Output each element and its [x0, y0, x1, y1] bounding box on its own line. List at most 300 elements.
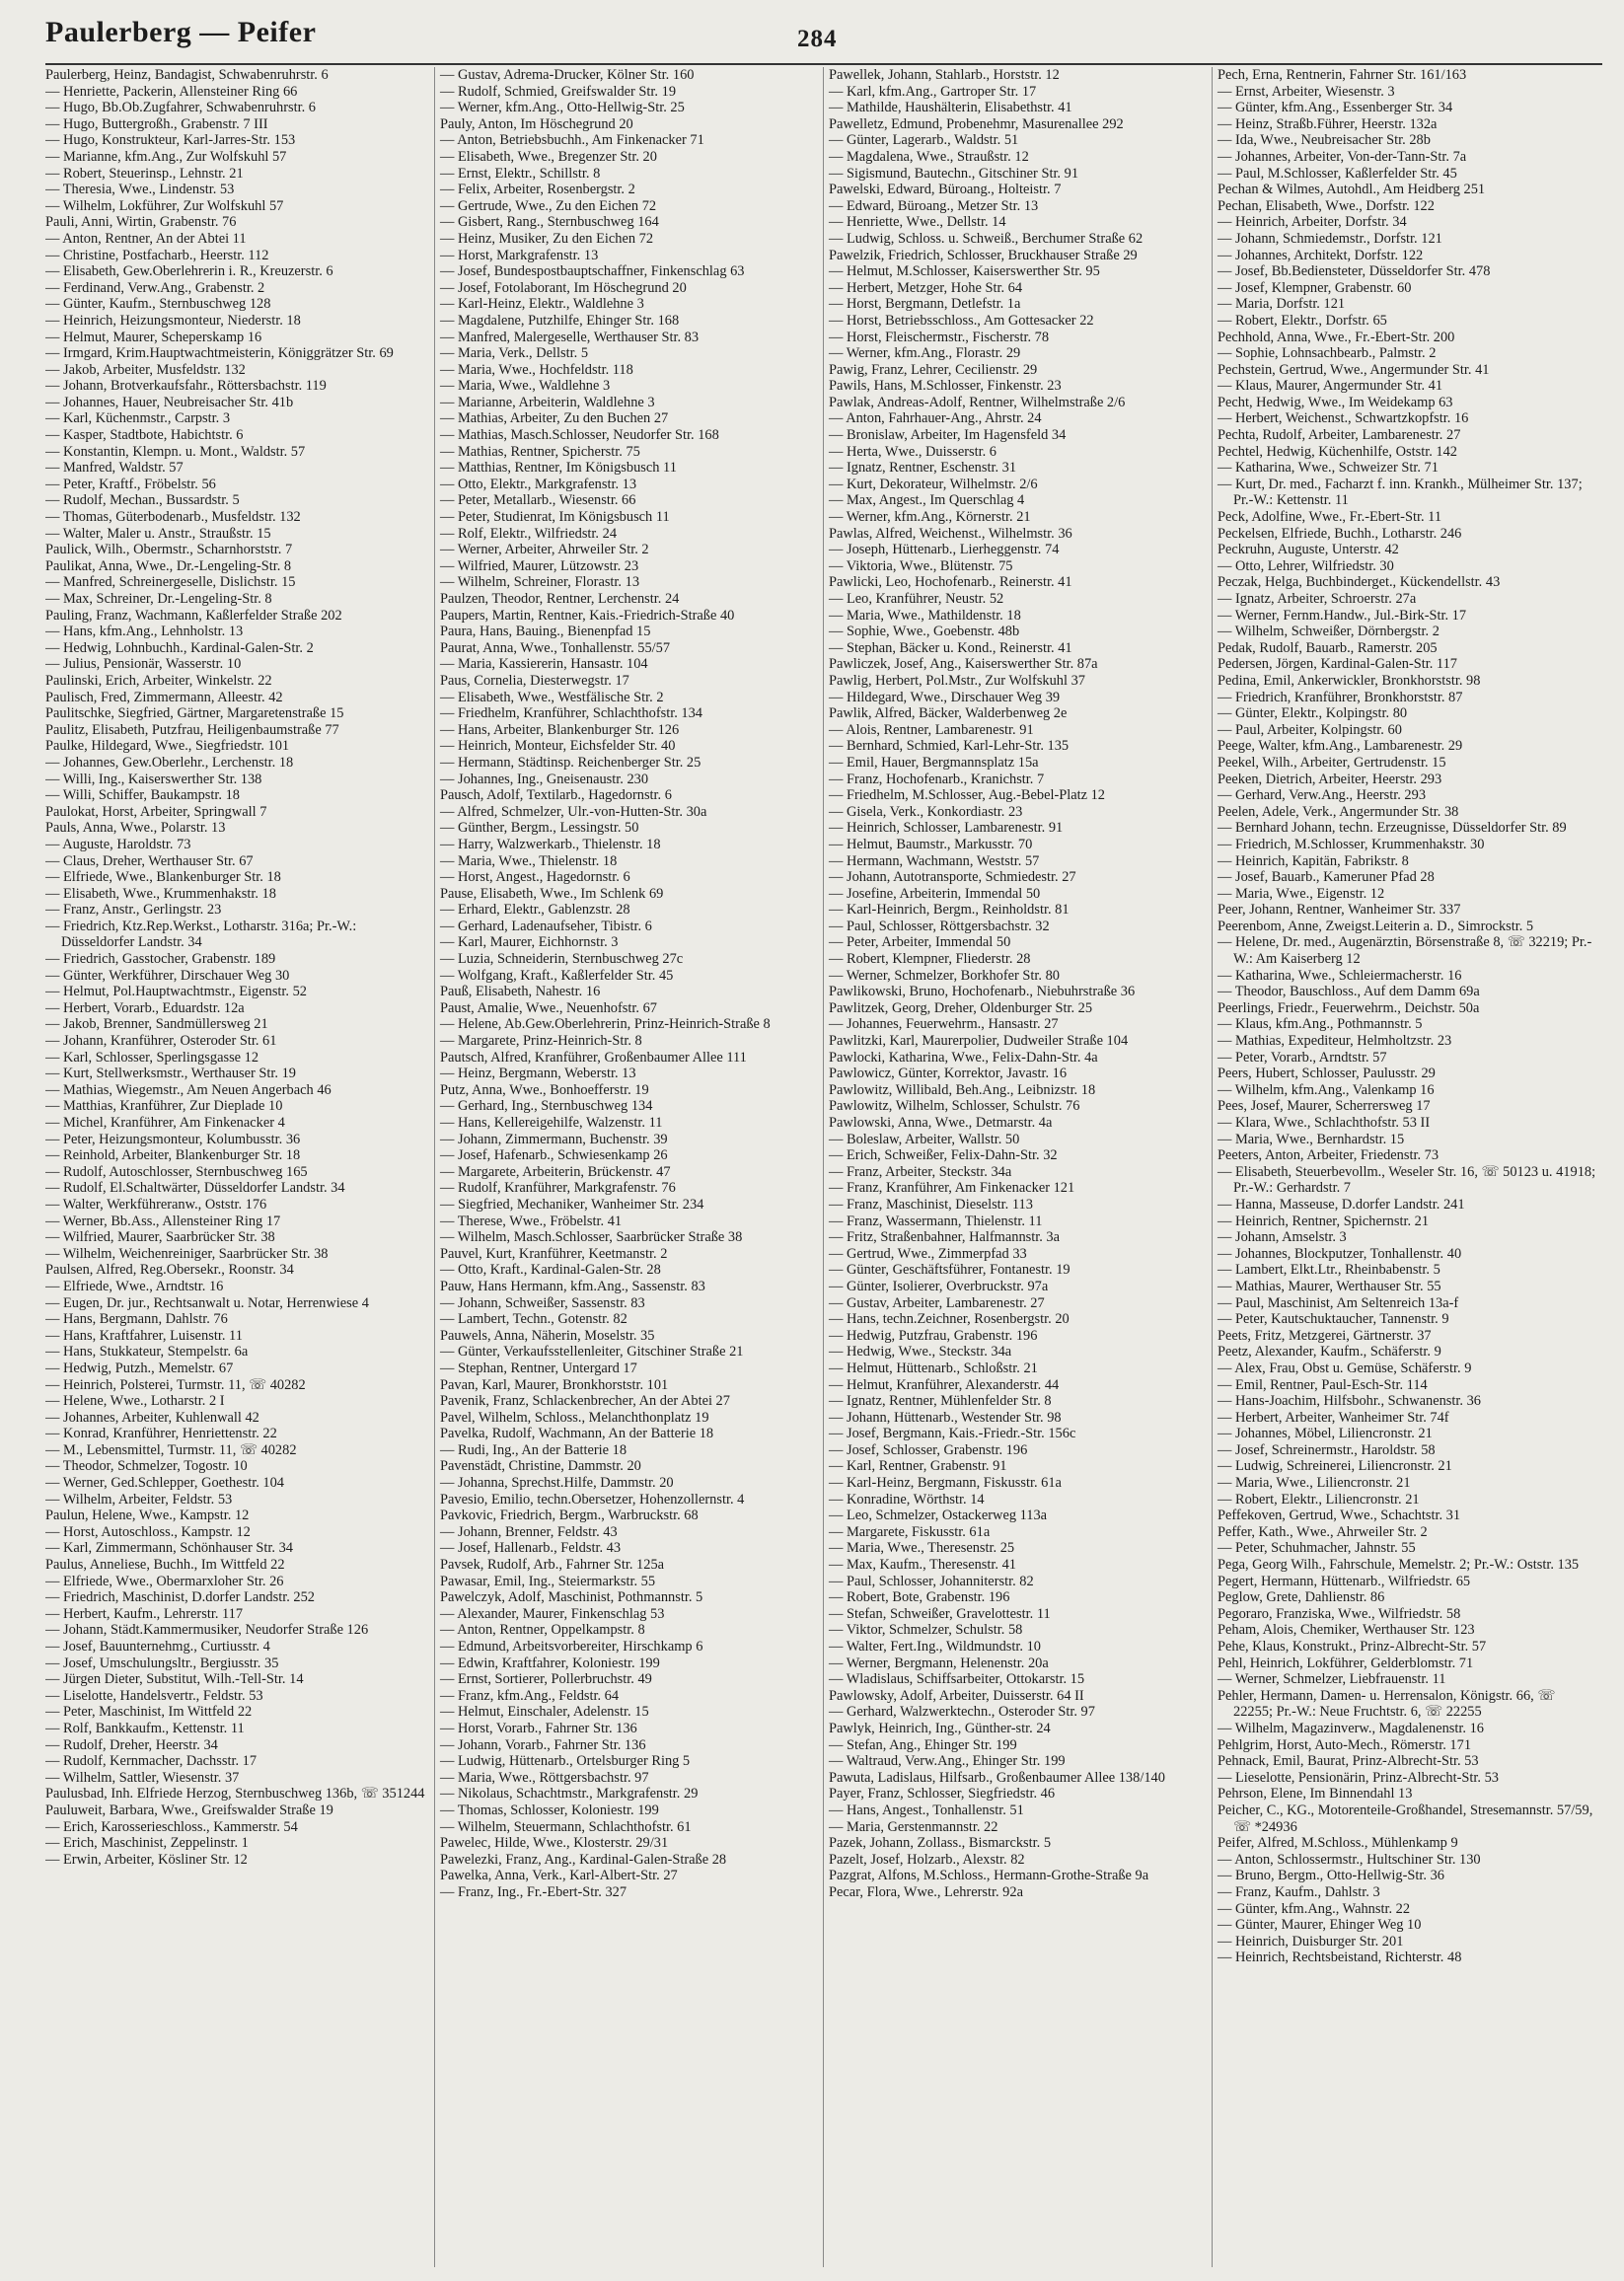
directory-entry: Peckruhn, Auguste, Unterstr. 42	[1218, 542, 1399, 558]
directory-entry: — Stefan, Ang., Ehinger Str. 199	[829, 1736, 1017, 1753]
directory-entry: — Wilhelm, kfm.Ang., Valenkamp 16	[1218, 1081, 1435, 1098]
directory-entry: Peers, Hubert, Schlosser, Paulusstr. 29	[1218, 1066, 1436, 1082]
directory-entry: — Michel, Kranführer, Am Finkenacker 4	[45, 1115, 285, 1131]
directory-entry: Paulinski, Erich, Arbeiter, Winkelstr. 22	[45, 672, 272, 689]
directory-entry: — Mathilde, Haushälterin, Elisabethstr. 41	[829, 100, 1072, 116]
directory-entry: — Ludwig, Schreinerei, Liliencronstr. 21	[1218, 1458, 1452, 1475]
directory-entry: — Johannes, Architekt, Dorfstr. 122	[1218, 247, 1424, 263]
directory-entry: — Bruno, Bergm., Otto-Hellwig-Str. 36	[1218, 1868, 1444, 1884]
directory-entry: Peekel, Wilh., Arbeiter, Gertrudenstr. 15	[1218, 754, 1446, 771]
directory-entry: Pawlowsky, Adolf, Arbeiter, Duisserstr. 64 II	[829, 1687, 1084, 1704]
directory-entry: — Johann, Schmiedemstr., Dorfstr. 121	[1218, 230, 1442, 247]
directory-entry: — Wilfried, Maurer, Lützowstr. 23	[440, 557, 639, 574]
directory-entry: — Horst, Bergmann, Detlefstr. 1a	[829, 296, 1021, 313]
directory-entry: Pech, Erna, Rentnerin, Fahrner Str. 161/163	[1218, 67, 1467, 83]
directory-entry: — Erich, Schweißer, Felix-Dahn-Str. 32	[829, 1147, 1058, 1164]
directory-entry: — Werner, Bergmann, Helenenstr. 20a	[829, 1655, 1049, 1671]
directory-entry: — Werner, Arbeiter, Ahrweiler Str. 2	[440, 542, 649, 558]
directory-entry: — Horst, Betriebsschloss., Am Gottesacker 22	[829, 312, 1094, 329]
directory-entry: Pehrson, Elene, Im Binnendahl 13	[1218, 1786, 1413, 1803]
directory-entry: Pauw, Hans Hermann, kfm.Ang., Sassenstr. 83	[440, 1278, 705, 1294]
directory-entry: Paulerberg, Heinz, Bandagist, Schwabenruhrstr. 6	[45, 67, 329, 83]
directory-entry: Peege, Walter, kfm.Ang., Lambarenestr. 29	[1218, 738, 1463, 755]
directory-entry: Paust, Amalie, Wwe., Neuenhofstr. 67	[440, 999, 657, 1016]
directory-entry: — Elfriede, Wwe., Blankenburger Str. 18	[45, 869, 281, 886]
directory-entry: — Klaus, Maurer, Angermunder Str. 41	[1218, 378, 1443, 395]
directory-entry: — Peter, Maschinist, Im Wittfeld 22	[45, 1704, 253, 1721]
directory-entry: — Maria, Wwe., Thielenstr. 18	[440, 852, 618, 869]
directory-entry: — Peter, Kautschuktaucher, Tannenstr. 9	[1218, 1311, 1449, 1328]
directory-entry: — Hans, Bergmann, Dahlstr. 76	[45, 1311, 228, 1328]
directory-entry: — Karl, Maurer, Eichhornstr. 3	[440, 934, 619, 951]
directory-entry: Pawelzik, Friedrich, Schlosser, Bruckhauser Straße 29	[829, 247, 1138, 263]
directory-entry: — Magdalena, Wwe., Straußstr. 12	[829, 148, 1029, 165]
directory-entry: — Walter, Fert.Ing., Wildmundstr. 10	[829, 1639, 1041, 1655]
directory-entry: — Horst, Markgrafenstr. 13	[440, 247, 599, 263]
directory-entry: — Hans-Joachim, Hilfsbohr., Schwanenstr. 36	[1218, 1393, 1481, 1410]
directory-entry: Payer, Franz, Schlosser, Siegfriedstr. 46	[829, 1786, 1056, 1803]
directory-entry: — Christine, Postfacharb., Heerstr. 112	[45, 247, 269, 263]
directory-entry: — Johannes, Blockputzer, Tonhallenstr. 40	[1218, 1245, 1462, 1262]
directory-entry: — Johannes, Ing., Gneisenaustr. 230	[440, 771, 649, 787]
directory-entry: — Lieselotte, Pensionärin, Prinz-Albrecht-Str. 53	[1218, 1769, 1499, 1786]
directory-entry: — Peter, Metallarb., Wiesenstr. 66	[440, 492, 636, 509]
directory-entry: — Heinz, Bergmann, Weberstr. 13	[440, 1066, 636, 1082]
directory-entry: — Karl, Schlosser, Sperlingsgasse 12	[45, 1049, 259, 1066]
directory-entry: — Friedrich, Ktz.Rep.Werkst., Lotharstr. 316a; Pr.-W.: Düsseldorfer Landstr. 34	[45, 918, 357, 951]
directory-entry: — Rudi, Ing., An der Batterie 18	[440, 1441, 627, 1458]
directory-entry: Paulitz, Elisabeth, Putzfrau, Heiligenbaumstraße 77	[45, 721, 339, 738]
directory-entry: — Otto, Kraft., Kardinal-Galen-Str. 28	[440, 1262, 661, 1279]
directory-entry: — Johannes, Hauer, Neubreisacher Str. 41b	[45, 394, 294, 410]
directory-entry: — Leo, Schmelzer, Ostackerweg 113a	[829, 1508, 1048, 1524]
directory-entry: — Horst, Autoschloss., Kampstr. 12	[45, 1523, 251, 1540]
directory-entry: Pawlikowski, Bruno, Hochofenarb., Niebuhrstraße 36	[829, 984, 1136, 1000]
directory-entry: — Hermann, Wachmann, Weststr. 57	[829, 852, 1040, 869]
directory-entry: — Robert, Elektr., Liliencronstr. 21	[1218, 1491, 1420, 1508]
directory-entry: — Boleslaw, Arbeiter, Wallstr. 50	[829, 1131, 1020, 1147]
directory-entry: — Günter, Verkaufsstellenleiter, Gitschiner Straße 21	[440, 1344, 744, 1361]
directory-entry: — Elisabeth, Wwe., Westfälische Str. 2	[440, 689, 664, 705]
directory-entry: — Margarete, Fiskusstr. 61a	[829, 1523, 991, 1540]
directory-entry: — Theodor, Schmelzer, Togostr. 10	[45, 1458, 248, 1475]
directory-entry: Pawasar, Emil, Ing., Steiermarkstr. 55	[440, 1573, 656, 1589]
directory-entry: Pechta, Rudolf, Arbeiter, Lambarenestr. 27	[1218, 427, 1461, 444]
directory-entry: — Alois, Rentner, Lambarenestr. 91	[829, 721, 1034, 738]
directory-entry: — Heinrich, Rechtsbeistand, Richterstr. 48	[1218, 1950, 1462, 1966]
directory-entry: Paulsen, Alfred, Reg.Obersekr., Roonstr. 34	[45, 1262, 294, 1279]
directory-entry: Pegert, Hermann, Hüttenarb., Wilfriedstr. 65	[1218, 1573, 1471, 1589]
directory-entry: — Helmut, Baumstr., Markusstr. 70	[829, 836, 1033, 852]
directory-entry: Pedersen, Jörgen, Kardinal-Galen-Str. 117	[1218, 656, 1457, 673]
directory-entry: — Walter, Werkführeranw., Oststr. 176	[45, 1196, 267, 1213]
directory-entry: — Jakob, Brenner, Sandmüllersweg 21	[45, 1016, 268, 1033]
directory-entry: — Manfred, Schreinergeselle, Dislichstr. 15	[45, 574, 296, 591]
directory-entry: — Max, Schreiner, Dr.-Lengeling-Str. 8	[45, 591, 272, 607]
directory-entry: — Horst, Angest., Hagedornstr. 6	[440, 869, 630, 886]
directory-entry: — Paul, Arbeiter, Kolpingstr. 60	[1218, 721, 1402, 738]
directory-entry: — Helmut, Einschaler, Adelenstr. 15	[440, 1704, 649, 1721]
directory-entry: — Margarete, Arbeiterin, Brückenstr. 47	[440, 1163, 671, 1180]
directory-entry: — Reinhold, Arbeiter, Blankenburger Str. 18	[45, 1147, 301, 1164]
directory-entry: — Wilhelm, Schweißer, Dörnbergstr. 2	[1218, 624, 1439, 640]
directory-entry: Pawlig, Herbert, Pol.Mstr., Zur Wolfskuhl 37	[829, 672, 1085, 689]
directory-entry: Pawlowitz, Willibald, Beh.Ang., Leibnizstr. 18	[829, 1081, 1096, 1098]
directory-entry: Peicher, C., KG., Motorenteile-Großhandel, Stresemannstr. 57/59, ☏ *24936	[1218, 1802, 1593, 1835]
directory-entry: — Anton, Fahrhauer-Ang., Ahrstr. 24	[829, 410, 1042, 427]
directory-entry: — Stephan, Rentner, Untergard 17	[440, 1360, 637, 1376]
column-1	[45, 67, 434, 2267]
directory-entry: — Magdalene, Putzhilfe, Ehinger Str. 168	[440, 312, 680, 329]
directory-entry: — Bernhard Johann, techn. Erzeugnisse, Düsseldorfer Str. 89	[1218, 820, 1567, 837]
directory-entry: — Günter, Geschäftsführer, Fontanestr. 19	[829, 1262, 1070, 1279]
directory-entry: — Irmgard, Krim.Hauptwachtmeisterin, Königgrätzer Str. 69	[45, 345, 394, 362]
directory-entry: Peck, Adolfine, Wwe., Fr.-Ebert-Str. 11	[1218, 509, 1442, 526]
directory-entry: — Rudolf, Kernmacher, Dachsstr. 17	[45, 1753, 258, 1770]
directory-entry: — Rudolf, Dreher, Heerstr. 34	[45, 1736, 218, 1753]
directory-entry: — Eugen, Dr. jur., Rechtsanwalt u. Notar, Herrenwiese 4	[45, 1294, 369, 1311]
directory-entry: Pechan, Elisabeth, Wwe., Dorfstr. 122	[1218, 197, 1435, 214]
directory-entry: — Wilhelm, Magazinverw., Magdalenenstr. 16	[1218, 1720, 1484, 1736]
directory-entry: — Max, Angest., Im Querschlag 4	[829, 492, 1025, 509]
directory-entry: — Katharina, Wwe., Schweizer Str. 71	[1218, 460, 1439, 477]
directory-entry: — Johann, Brenner, Feldstr. 43	[440, 1523, 618, 1540]
directory-entry: — Peter, Arbeiter, Immendal 50	[829, 934, 1011, 951]
directory-entry: — Karl, Zimmermann, Schönhauser Str. 34	[45, 1540, 293, 1557]
directory-entry: — Karl, kfm.Ang., Gartroper Str. 17	[829, 83, 1037, 100]
directory-entry: — Rudolf, Mechan., Bussardstr. 5	[45, 492, 240, 509]
directory-entry: Pawlicki, Leo, Hochofenarb., Reinerstr. 41	[829, 574, 1072, 591]
directory-entry: Pechhold, Anna, Wwe., Fr.-Ebert-Str. 200	[1218, 329, 1455, 345]
directory-entry: — Heinrich, Polsterei, Turmstr. 11, ☏ 40282	[45, 1376, 306, 1393]
directory-entry: — Ludwig, Schloss. u. Schweiß., Berchumer Straße 62	[829, 230, 1144, 247]
directory-entry: — Gerhard, Ing., Sternbuschweg 134	[440, 1098, 653, 1115]
directory-entry: — Johann, Städt.Kammermusiker, Neudorfer Straße 126	[45, 1622, 369, 1639]
directory-entry: Paulikat, Anna, Wwe., Dr.-Lengeling-Str. 8	[45, 557, 292, 574]
page-header	[45, 12, 1602, 67]
directory-entry: — Herta, Wwe., Duisserstr. 6	[829, 443, 997, 460]
directory-entry: — Hans, techn.Zeichner, Rosenbergstr. 20	[829, 1311, 1070, 1328]
directory-entry: — Johann, Autotransporte, Schmiedestr. 27	[829, 869, 1076, 886]
directory-entry: — Josef, Fotolaborant, Im Höschegrund 20	[440, 279, 687, 296]
directory-entry: Pawlitzki, Karl, Maurerpolier, Dudweiler Straße 104	[829, 1033, 1129, 1050]
directory-entry: — Franz, Anstr., Gerlingstr. 23	[45, 902, 222, 919]
directory-entry: Pazgrat, Alfons, M.Schloss., Hermann-Grothe-Straße 9a	[829, 1868, 1149, 1884]
directory-entry: — Peter, Heizungsmonteur, Kolumbusstr. 36	[45, 1131, 301, 1147]
directory-entry: — Franz, Kranführer, Am Finkenacker 121	[829, 1180, 1075, 1197]
directory-entry: Paulusbad, Inh. Elfriede Herzog, Sternbuschweg 136b, ☏ 351244	[45, 1786, 425, 1803]
directory-entry: — Mathias, Expediteur, Helmholtzstr. 23	[1218, 1033, 1452, 1050]
directory-entry: — Rudolf, Schmied, Greifswalder Str. 19	[440, 83, 677, 100]
directory-entry: — Ida, Wwe., Neubreisacher Str. 28b	[1218, 132, 1431, 149]
directory-entry: Peglow, Grete, Dahlienstr. 86	[1218, 1589, 1385, 1606]
directory-entry: — Sophie, Lohnsachbearb., Palmstr. 2	[1218, 345, 1437, 362]
column-2	[434, 67, 823, 2267]
directory-entry: — Kasper, Stadtbote, Habichtstr. 6	[45, 427, 244, 444]
directory-entry: — Manfred, Malergeselle, Werthauser Str. 83	[440, 329, 700, 345]
directory-entry: — Wilhelm, Schreiner, Florastr. 13	[440, 574, 640, 591]
directory-entry: — Hedwig, Wwe., Steckstr. 34a	[829, 1344, 1012, 1361]
directory-entry: — Alfred, Schmelzer, Ulr.-von-Hutten-Str. 30a	[440, 803, 707, 820]
directory-entry: — Friedrich, Gasstocher, Grabenstr. 189	[45, 951, 276, 968]
directory-entry: — Henriette, Packerin, Allensteiner Ring 66	[45, 83, 298, 100]
directory-entry: — Edward, Büroang., Metzer Str. 13	[829, 197, 1039, 214]
directory-entry: Pawlas, Alfred, Weichenst., Wilhelmstr. 36	[829, 525, 1072, 542]
directory-entry: — Gisela, Verk., Konkordiastr. 23	[829, 803, 1023, 820]
directory-entry: — Maria, Wwe., Waldlehne 3	[440, 378, 611, 395]
directory-entry: — Elisabeth, Steuerbevollm., Weseler Str. 16, ☏ 50123 u. 41918; Pr.-W.: Gerhardstr. 7	[1218, 1163, 1596, 1197]
directory-entry: — Friedrich, Kranführer, Bronkhorststr. 87	[1218, 689, 1463, 705]
directory-entry: — Karl-Heinz, Elektr., Waldlehne 3	[440, 296, 644, 313]
directory-entry: — Werner, Schmelzer, Liebfrauenstr. 11	[1218, 1671, 1446, 1688]
directory-entry: — Karl, Küchenmstr., Carpstr. 3	[45, 410, 231, 427]
directory-entry: Pazek, Johann, Zollass., Bismarckstr. 5	[829, 1835, 1052, 1852]
directory-entry: Paus, Cornelia, Diesterwegstr. 17	[440, 672, 629, 689]
directory-entry: Pavkovic, Friedrich, Bergm., Warbruckstr. 68	[440, 1508, 699, 1524]
directory-entry: — Josef, Bauarb., Kameruner Pfad 28	[1218, 869, 1435, 886]
directory-entry: — Viktoria, Wwe., Blütenstr. 75	[829, 557, 1013, 574]
directory-entry: — Franz, kfm.Ang., Feldstr. 64	[440, 1687, 620, 1704]
directory-entry: — Josef, Hafenarb., Schwiesenkamp 26	[440, 1147, 668, 1164]
directory-entry: Peffer, Kath., Wwe., Ahrweiler Str. 2	[1218, 1523, 1428, 1540]
directory-entry: — Rudolf, El.Schaltwärter, Düsseldorfer Landstr. 34	[45, 1180, 345, 1197]
directory-entry: — Kurt, Dr. med., Facharzt f. inn. Krankh., Mülheimer Str. 137; Pr.-W.: Kettenstr. 11	[1218, 476, 1583, 509]
directory-entry: — Werner, Schmelzer, Borkhofer Str. 80	[829, 967, 1061, 984]
directory-entry: — Wolfgang, Kraft., Kaßlerfelder Str. 45	[440, 967, 674, 984]
directory-entry: — Werner, kfm.Ang., Florastr. 29	[829, 345, 1021, 362]
directory-entry: — Herbert, Weichenst., Schwartzkopfstr. 16	[1218, 410, 1469, 427]
directory-entry: — Johannes, Gew.Oberlehr., Lerchenstr. 18	[45, 754, 294, 771]
directory-entry: — Hermann, Städtinsp. Reichenberger Str. 25	[440, 754, 701, 771]
directory-entry: — Heinrich, Arbeiter, Dorfstr. 34	[1218, 214, 1407, 231]
directory-entry: Pause, Elisabeth, Wwe., Im Schlenk 69	[440, 885, 664, 902]
directory-entry: — Hugo, Buttergroßh., Grabenstr. 7 III	[45, 115, 268, 132]
directory-entry: — Auguste, Haroldstr. 73	[45, 836, 191, 852]
directory-entry: — Maria, Dorfstr. 121	[1218, 296, 1346, 313]
directory-entry: — Hedwig, Putzh., Memelstr. 67	[45, 1360, 234, 1376]
directory-entry: Pehnack, Emil, Baurat, Prinz-Albrecht-Str. 53	[1218, 1753, 1479, 1770]
directory-entry: — Werner, kfm.Ang., Otto-Hellwig-Str. 25	[440, 100, 685, 116]
directory-entry: Peetz, Alexander, Kaufm., Schäferstr. 9	[1218, 1344, 1441, 1361]
directory-entry: — Werner, Ged.Schlepper, Goethestr. 104	[45, 1475, 284, 1492]
directory-entry: — Elisabeth, Wwe., Bregenzer Str. 20	[440, 148, 657, 165]
directory-entry: Pawelski, Edward, Büroang., Holteistr. 7	[829, 182, 1062, 198]
directory-entry: — Willi, Ing., Kaiserswerther Str. 138	[45, 771, 262, 787]
directory-entry: — Theresia, Wwe., Lindenstr. 53	[45, 182, 235, 198]
directory-entry: — Mathias, Maurer, Werthauser Str. 55	[1218, 1278, 1441, 1294]
directory-entry: Paulus, Anneliese, Buchh., Im Wittfeld 22	[45, 1557, 285, 1574]
directory-entry: — Johannes, Arbeiter, Kuhlenwall 42	[45, 1409, 259, 1426]
directory-entry: — Mathias, Rentner, Spicherstr. 75	[440, 443, 640, 460]
directory-entry: — Emil, Hauer, Bergmannsplatz 15a	[829, 754, 1039, 771]
directory-entry: Pehe, Klaus, Konstrukt., Prinz-Albrecht-Str. 57	[1218, 1639, 1487, 1655]
directory-entry: — Willi, Schiffer, Baukampstr. 18	[45, 787, 240, 804]
directory-entry: Pautsch, Alfred, Kranführer, Großenbaumer Allee 111	[440, 1049, 747, 1066]
directory-entry: — Gerhard, Ladenaufseher, Tibistr. 6	[440, 918, 652, 934]
directory-entry: — Sophie, Wwe., Goebenstr. 48b	[829, 624, 1020, 640]
directory-entry: — Friedhelm, Kranführer, Schlachthofstr. 134	[440, 705, 702, 722]
directory-entry: — Günter, Isolierer, Overbruckstr. 97a	[829, 1278, 1049, 1294]
directory-entry: — Rolf, Elektr., Wilfriedstr. 24	[440, 525, 618, 542]
directory-entry: — Franz, Maschinist, Dieselstr. 113	[829, 1196, 1033, 1213]
directory-entry: — Sigismund, Bautechn., Gitschiner Str. 91	[829, 165, 1079, 182]
directory-entry: — Viktor, Schmelzer, Schulstr. 58	[829, 1622, 1023, 1639]
directory-entry: Peham, Alois, Chemiker, Werthauser Str. 123	[1218, 1622, 1475, 1639]
directory-entry: Pehlgrim, Horst, Auto-Mech., Römerstr. 171	[1218, 1736, 1472, 1753]
directory-entry: — Helmut, Pol.Hauptwachtmstr., Eigenstr. 52	[45, 984, 308, 1000]
directory-entry: — Johanna, Sprechst.Hilfe, Dammstr. 20	[440, 1475, 674, 1492]
directory-entry: Peckelsen, Elfriede, Buchh., Lotharstr. 246	[1218, 525, 1462, 542]
column-3	[823, 67, 1212, 2267]
directory-entry: — Johann, Schweißer, Sassenstr. 83	[440, 1294, 645, 1311]
directory-entry: — Klara, Wwe., Schlachthofstr. 53 II	[1218, 1115, 1431, 1131]
directory-entry: Pawlik, Alfred, Bäcker, Walderbenweg 2e	[829, 705, 1068, 722]
directory-entry: — Joseph, Hüttenarb., Lierheggenstr. 74	[829, 542, 1060, 558]
directory-entry: — Ernst, Elektr., Schillstr. 8	[440, 165, 601, 182]
running-head: Paulerberg — Peifer	[45, 16, 317, 48]
directory-entry: Pawlak, Andreas-Adolf, Rentner, Wilhelmstraße 2/6	[829, 394, 1126, 410]
directory-entry: Pavesio, Emilio, techn.Obersetzer, Hohenzollernstr. 4	[440, 1491, 745, 1508]
directory-entry: — Gisbert, Rang., Sternbuschweg 164	[440, 214, 659, 231]
header-rule	[45, 63, 1602, 65]
directory-entry: — Elfriede, Wwe., Obermarxloher Str. 26	[45, 1573, 284, 1589]
directory-entry: — Gustav, Arbeiter, Lambarenestr. 27	[829, 1294, 1045, 1311]
directory-entry: — Hedwig, Putzfrau, Grabenstr. 196	[829, 1327, 1038, 1344]
directory-entry: — Josefine, Arbeiterin, Immendal 50	[829, 885, 1041, 902]
directory-entry: — Marianne, Arbeiterin, Waldlehne 3	[440, 394, 655, 410]
directory-entry: — Gertrud, Wwe., Zimmerpfad 33	[829, 1245, 1027, 1262]
directory-entry: Peelen, Adele, Verk., Angermunder Str. 38	[1218, 803, 1459, 820]
directory-entry: — Margarete, Prinz-Heinrich-Str. 8	[440, 1033, 642, 1050]
directory-entry: — Anton, Schlossermstr., Hultschiner Str. 130	[1218, 1851, 1481, 1868]
directory-entry: — Helene, Ab.Gew.Oberlehrerin, Prinz-Heinrich-Straße 8	[440, 1016, 771, 1033]
directory-entry: Pauwels, Anna, Näherin, Moselstr. 35	[440, 1327, 655, 1344]
directory-entry: — Josef, Bb.Bediensteter, Düsseldorfer Str. 478	[1218, 263, 1491, 280]
directory-entry: — Erich, Karosserieschloss., Kammerstr. 54	[45, 1818, 298, 1835]
directory-entry: — Helmut, Maurer, Scheperskamp 16	[45, 329, 262, 345]
directory-entry: — Leo, Kranführer, Neustr. 52	[829, 591, 1004, 607]
directory-entry: — Klaus, kfm.Ang., Pothmannstr. 5	[1218, 1016, 1423, 1033]
directory-entry: — Paul, Schlosser, Röttgersbachstr. 32	[829, 918, 1050, 934]
directory-entry: Peczak, Helga, Buchbinderget., Kückendellstr. 43	[1218, 574, 1501, 591]
directory-entry: Pavel, Wilhelm, Schloss., Melanchthonplatz 19	[440, 1409, 709, 1426]
column-4	[1212, 67, 1600, 2267]
directory-entry: Paupers, Martin, Rentner, Kais.-Friedrich-Straße 40	[440, 607, 735, 624]
directory-entry: — Heinrich, Heizungsmonteur, Niederstr. 18	[45, 312, 301, 329]
directory-entry: — Ignatz, Rentner, Mühlenfelder Str. 8	[829, 1393, 1052, 1410]
directory-entry: — Josef, Umschulungsltr., Bergiusstr. 35	[45, 1655, 279, 1671]
directory-entry: Pawils, Hans, M.Schlosser, Finkenstr. 23	[829, 378, 1062, 395]
directory-entry: — Hedwig, Lohnbuchh., Kardinal-Galen-Str. 2	[45, 639, 314, 656]
directory-entry: — Johannes, Arbeiter, Von-der-Tann-Str. 7a	[1218, 148, 1467, 165]
directory-entry: — Friedrich, Maschinist, D.dorfer Landstr. 252	[45, 1589, 315, 1606]
directory-entry: Pauly, Anton, Im Höschegrund 20	[440, 115, 633, 132]
directory-entry: — Günter, Elektr., Kolpingstr. 80	[1218, 705, 1408, 722]
directory-entry: — Edmund, Arbeitsvorbereiter, Hirschkamp 6	[440, 1639, 703, 1655]
directory-entry: — Helmut, Kranführer, Alexanderstr. 44	[829, 1376, 1060, 1393]
directory-entry: — Robert, Bote, Grabenstr. 196	[829, 1589, 1010, 1606]
directory-entry: Pawelezki, Franz, Ang., Kardinal-Galen-Straße 28	[440, 1851, 727, 1868]
directory-entry: — Peter, Vorarb., Arndtstr. 57	[1218, 1049, 1387, 1066]
directory-entry: — Bronislaw, Arbeiter, Im Hagensfeld 34	[829, 427, 1067, 444]
directory-entry: Pawelczyk, Adolf, Maschinist, Pothmannstr. 5	[440, 1589, 703, 1606]
directory-entry: — Luzia, Schneiderin, Sternbuschweg 27c	[440, 951, 684, 968]
directory-entry: — Henriette, Wwe., Dellstr. 14	[829, 214, 1006, 231]
directory-entry: Paurat, Anna, Wwe., Tonhallenstr. 55/57	[440, 639, 671, 656]
directory-entry: Peets, Fritz, Metzgerei, Gärtnerstr. 37	[1218, 1327, 1432, 1344]
directory-entry: — Heinz, Musiker, Zu den Eichen 72	[440, 230, 654, 247]
directory-entry: — Wilfried, Maurer, Saarbrücker Str. 38	[45, 1229, 275, 1246]
directory-entry: — Felix, Arbeiter, Rosenbergstr. 2	[440, 182, 635, 198]
directory-entry: — Josef, Schreinermstr., Haroldstr. 58	[1218, 1441, 1436, 1458]
directory-entry: — Hans, Angest., Tonhallenstr. 51	[829, 1802, 1024, 1818]
directory-entry: — Erwin, Arbeiter, Kösliner Str. 12	[45, 1851, 248, 1868]
directory-entry: — Heinrich, Duisburger Str. 201	[1218, 1933, 1404, 1950]
directory-entry: — Günter, Werkführer, Dirschauer Weg 30	[45, 967, 290, 984]
directory-entry: — Gustav, Adrema-Drucker, Kölner Str. 160	[440, 67, 695, 83]
directory-entry: — Hans, Stukkateur, Stempelstr. 6a	[45, 1344, 249, 1361]
directory-entry: — Erich, Maschinist, Zeppelinstr. 1	[45, 1835, 249, 1852]
directory-entry: — Paul, Schlosser, Johanniterstr. 82	[829, 1573, 1034, 1589]
directory-entry: — Helmut, Hüttenarb., Schloßstr. 21	[829, 1360, 1038, 1376]
directory-entry: — Maria, Verk., Dellstr. 5	[440, 345, 589, 362]
directory-entry: — Heinz, Straßb.Führer, Heerstr. 132a	[1218, 115, 1438, 132]
directory-entry: — Anton, Betriebsbuchh., Am Finkenacker 71	[440, 132, 704, 149]
directory-entry: — Maria, Wwe., Röttgersbachstr. 97	[440, 1769, 649, 1786]
directory-entry: — Rudolf, Autoschlosser, Sternbuschweg 165	[45, 1163, 308, 1180]
directory-entry: — Maria, Kassiererin, Hansastr. 104	[440, 656, 648, 673]
directory-entry: — Helmut, M.Schlosser, Kaiserswerther Str. 95	[829, 263, 1100, 280]
directory-entry: — Heinrich, Kapitän, Fabrikstr. 8	[1218, 852, 1409, 869]
directory-entry: Pawlowitz, Wilhelm, Schlosser, Schulstr. 76	[829, 1098, 1080, 1115]
directory-entry: — Josef, Schlosser, Grabenstr. 196	[829, 1441, 1028, 1458]
directory-entry: — Alexander, Maurer, Finkenschlag 53	[440, 1605, 665, 1622]
directory-entry: — Max, Kaufm., Theresenstr. 41	[829, 1557, 1016, 1574]
directory-entry: — Gertrude, Wwe., Zu den Eichen 72	[440, 197, 657, 214]
directory-entry: Pawlyk, Heinrich, Ing., Günther-str. 24	[829, 1720, 1051, 1736]
directory-entry: — Kurt, Stellwerksmstr., Werthauser Str. 19	[45, 1066, 296, 1082]
directory-entry: — Günther, Bergm., Lessingstr. 50	[440, 820, 639, 837]
directory-entry: — Josef, Bundespostbauptschaffner, Finkenschlag 63	[440, 263, 745, 280]
directory-entry: — Waltraud, Verw.Ang., Ehinger Str. 199	[829, 1753, 1066, 1770]
directory-entry: — Julius, Pensionär, Wasserstr. 10	[45, 656, 242, 673]
directory-entry: — Jürgen Dieter, Substitut, Wilh.-Tell-Str. 14	[45, 1671, 304, 1688]
directory-entry: Pawlocki, Katharina, Wwe., Felix-Dahn-Str. 4a	[829, 1049, 1098, 1066]
directory-entry: — Gerhard, Walzwerktechn., Osteroder Str. 97	[829, 1704, 1095, 1721]
directory-entry: Pawelletz, Edmund, Probenehmr, Masurenallee 292	[829, 115, 1124, 132]
directory-entry: — Robert, Steuerinsp., Lehnstr. 21	[45, 165, 244, 182]
directory-entry: — Rolf, Bankkaufm., Kettenstr. 11	[45, 1720, 245, 1736]
directory-entry: Putz, Anna, Wwe., Bonhoefferstr. 19	[440, 1081, 649, 1098]
directory-entry: Pawig, Franz, Lehrer, Cecilienstr. 29	[829, 361, 1038, 378]
directory-entry: — Matthias, Rentner, Im Königsbusch 11	[440, 460, 677, 477]
directory-entry: — Maria, Wwe., Eigenstr. 12	[1218, 885, 1385, 902]
directory-entry: — Wilhelm, Masch.Schlosser, Saarbrücker Straße 38	[440, 1229, 743, 1246]
directory-entry: — Erhard, Elektr., Gablenzstr. 28	[440, 902, 630, 919]
directory-entry: Pawlitzek, Georg, Dreher, Oldenburger Str. 25	[829, 999, 1093, 1016]
directory-entry: — Franz, Arbeiter, Steckstr. 34a	[829, 1163, 1012, 1180]
directory-entry: — Heinrich, Schlosser, Lambarenestr. 91	[829, 820, 1064, 837]
directory-entry: Pawlowski, Anna, Wwe., Detmarstr. 4a	[829, 1115, 1053, 1131]
directory-entry: — Johannes, Möbel, Liliencronstr. 21	[1218, 1426, 1433, 1442]
directory-entry: — Elfriede, Wwe., Arndtstr. 16	[45, 1278, 224, 1294]
directory-entry: Peerenbom, Anne, Zweigst.Leiterin a. D., Simrockstr. 5	[1218, 918, 1534, 934]
directory-entry: Pegoraro, Franziska, Wwe., Wilfriedstr. 58	[1218, 1605, 1461, 1622]
directory-entry: — Hildegard, Wwe., Dirschauer Weg 39	[829, 689, 1061, 705]
directory-entry: Pecar, Flora, Wwe., Lehrerstr. 92a	[829, 1883, 1023, 1900]
directory-entry: — Theodor, Bauschloss., Auf dem Damm 69a	[1218, 984, 1480, 1000]
directory-entry: — Katharina, Wwe., Schleiermacherstr. 16	[1218, 967, 1462, 984]
